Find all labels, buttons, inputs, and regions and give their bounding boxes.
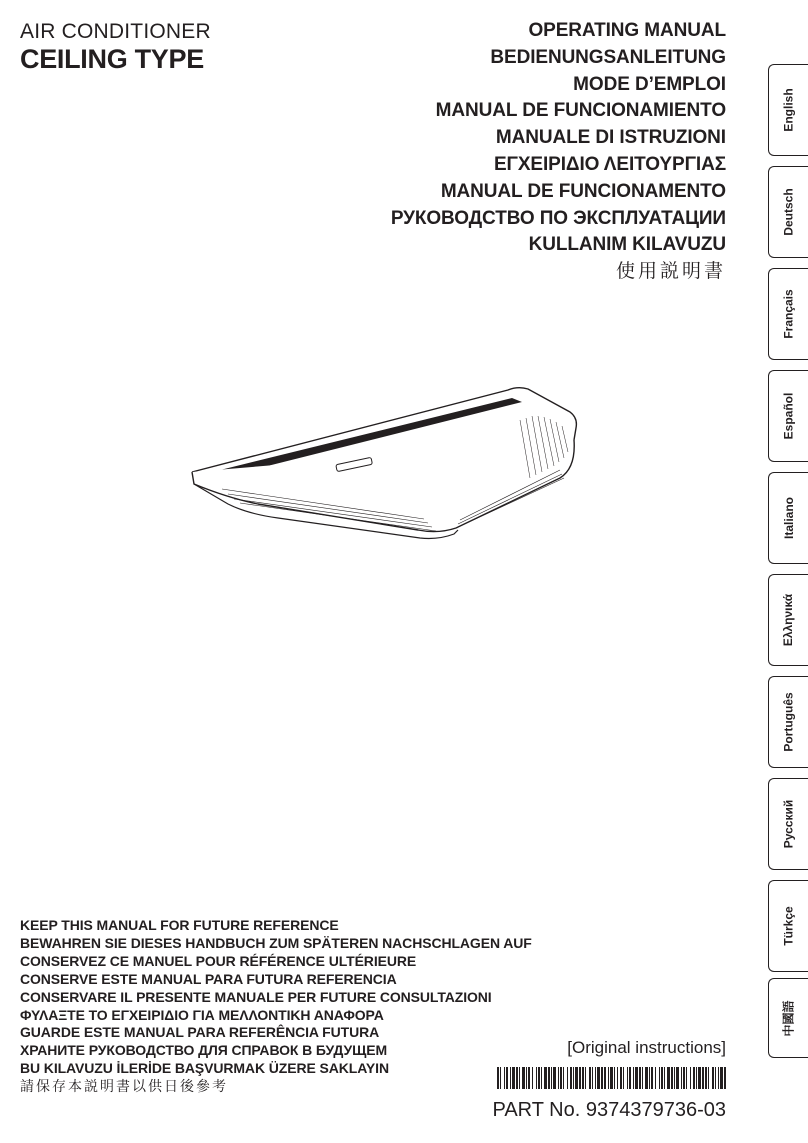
notice-english: KEEP THIS MANUAL FOR FUTURE REFERENCE: [20, 917, 339, 933]
barcode-bar: [573, 1067, 574, 1089]
barcode-bar: [604, 1067, 606, 1089]
barcode-bar: [563, 1067, 564, 1089]
manual-title-portuguese: MANUAL DE FUNCIONAMENTO: [440, 180, 726, 202]
barcode-bar: [718, 1067, 719, 1089]
barcode-bar: [715, 1067, 716, 1089]
barcode-bar: [532, 1067, 533, 1089]
barcode-bar: [683, 1067, 685, 1089]
barcode-bar: [589, 1067, 591, 1089]
barcode-bar: [649, 1067, 650, 1089]
barcode-bar: [627, 1067, 628, 1089]
barcode-bar: [579, 1067, 581, 1089]
barcode-bar: [629, 1067, 631, 1089]
barcode-bar: [690, 1067, 691, 1089]
barcode-bar: [595, 1067, 596, 1089]
barcode-bar: [558, 1067, 559, 1089]
barcode-bar: [504, 1067, 505, 1089]
language-tab-english[interactable]: English: [768, 64, 808, 156]
barcode-bar: [645, 1067, 648, 1089]
barcode-bar: [696, 1067, 697, 1089]
barcode-bar: [597, 1067, 600, 1089]
barcode-bar: [620, 1067, 622, 1089]
barcode-bar: [567, 1067, 568, 1089]
ceiling-air-conditioner-illustration: [188, 380, 580, 540]
manual-title-list: [391, 18, 726, 286]
notice-portuguese: GUARDE ESTE MANUAL PARA REFERÊNCIA FUTURA: [20, 1024, 380, 1041]
barcode-bar: [639, 1067, 641, 1089]
barcode-bar: [500, 1067, 501, 1089]
language-tab-italian[interactable]: Italiano: [768, 472, 808, 564]
barcode-bar: [497, 1067, 499, 1089]
barcode-bar: [610, 1067, 613, 1089]
barcode-bar: [698, 1067, 701, 1089]
barcode-bar: [708, 1067, 709, 1089]
barcode-bar: [686, 1067, 687, 1089]
language-tab-french[interactable]: Français: [768, 268, 808, 360]
manual-title-spanish: MANUAL DE FUNCIONAMIENTO: [435, 100, 726, 122]
barcode-bar: [724, 1067, 726, 1089]
barcode-bar: [592, 1067, 593, 1089]
barcode-bar: [674, 1067, 675, 1089]
notice-german: BEWAHREN SIE DIESES HANDBUCH ZUM SPÄTEREN NACHSCHLAGEN AUF: [20, 934, 532, 951]
barcode-bar: [519, 1067, 520, 1089]
barcode-bar: [541, 1067, 542, 1089]
language-tab-chinese[interactable]: 中國語: [768, 978, 808, 1058]
barcode-bar: [671, 1067, 673, 1089]
barcode-bar: [506, 1067, 508, 1089]
barcode-bar: [667, 1067, 670, 1089]
notice-spanish: CONSERVE ESTE MANUAL PARA FUTURA REFERENCIA: [20, 970, 397, 987]
barcode-bar: [642, 1067, 643, 1089]
notice-chinese: 請保存本説明書以供日後參考: [20, 1078, 228, 1095]
barcode-bar: [544, 1067, 547, 1089]
barcode-bar: [693, 1067, 695, 1089]
barcode-bar: [575, 1067, 578, 1089]
notice-italian: CONSERVARE IL PRESENTE MANUALE PER FUTURE CONSULTAZIONI: [20, 988, 492, 1005]
language-tab-russian[interactable]: Русский: [768, 778, 808, 870]
barcode-bar: [522, 1067, 525, 1089]
barcode-bar: [614, 1067, 615, 1089]
keep-manual-notices: [20, 917, 532, 1096]
barcode-bar: [510, 1067, 511, 1089]
barcode-bar: [720, 1067, 723, 1089]
barcode-bar: [664, 1067, 665, 1089]
language-tab-turkish[interactable]: Türkçe: [768, 880, 808, 972]
barcode-bar: [560, 1067, 562, 1089]
barcode-bar: [553, 1067, 556, 1089]
part-number: PART No. 9374379736-03: [492, 1099, 726, 1121]
barcode-bar: [608, 1067, 609, 1089]
barcode-bar: [635, 1067, 638, 1089]
language-tab-greek[interactable]: Ελληνικά: [768, 574, 808, 666]
barcode-bar: [702, 1067, 704, 1089]
barcode-bar: [676, 1067, 679, 1089]
language-tabs: [766, 0, 808, 1143]
barcode-bar: [601, 1067, 603, 1089]
barcode-bar: [633, 1067, 634, 1089]
language-tab-german[interactable]: Deutsch: [768, 166, 808, 258]
barcode: [497, 1067, 727, 1089]
barcode-bar: [528, 1067, 530, 1089]
barcode-bar: [516, 1067, 518, 1089]
product-type: AIR CONDITIONER: [20, 20, 211, 43]
barcode-bar: [712, 1067, 714, 1089]
notice-russian: ХРАНИТЕ РУКОВОДСТВО ДЛЯ СПРАВОК В БУДУЩЕМ: [20, 1042, 388, 1059]
manual-title-greek: ΕΓΧΕΙΡΙΔΙΟ ΛΕΙΤΟΥΡΓΙΑΣ: [493, 153, 726, 175]
barcode-bar: [655, 1067, 656, 1089]
barcode-bar: [570, 1067, 572, 1089]
barcode-bar: [526, 1067, 527, 1089]
manual-title-german: BEDIENUNGSANLEITUNG: [490, 46, 726, 68]
notice-french: CONSERVEZ CE MANUEL POUR RÉFÉRENCE ULTÉRIEURE: [20, 952, 417, 969]
notice-greek: ΦΥΛΑΞΤΕ ΤΟ ΕΓΧΕΙΡΙΔΙΟ ΓΙΑ ΜΕΛΛΟΝΤΙΚΗ ΑΝΑΦΟΡΑ: [20, 1006, 384, 1023]
manual-title-russian: РУКОВОДСТВО ПО ЭКСПЛУАТАЦИИ: [390, 207, 726, 229]
original-instructions-label: [Original instructions]: [567, 1038, 726, 1057]
barcode-bar: [617, 1067, 618, 1089]
barcode-bar: [651, 1067, 653, 1089]
barcode-bar: [659, 1067, 660, 1089]
barcode-bar: [585, 1067, 586, 1089]
product-name: CEILING TYPE: [20, 44, 204, 74]
barcode-bar: [582, 1067, 584, 1089]
barcode-bar: [512, 1067, 515, 1089]
language-tab-spanish[interactable]: Español: [768, 370, 808, 462]
language-tab-portuguese[interactable]: Português: [768, 676, 808, 768]
manual-title-italian: MANUALE DI ISTRUZIONI: [495, 127, 726, 149]
barcode-bar: [623, 1067, 624, 1089]
manual-title-english: OPERATING MANUAL: [528, 20, 726, 41]
barcode-bar: [705, 1067, 707, 1089]
manual-title-chinese: 使用説明書: [615, 261, 726, 283]
barcode-bar: [551, 1067, 552, 1089]
manual-title-turkish: KULLANIM KILAVUZU: [528, 234, 726, 256]
barcode-bar: [548, 1067, 550, 1089]
barcode-bar: [661, 1067, 663, 1089]
manual-title-french: MODE D’EMPLOI: [573, 73, 726, 95]
barcode-bar: [681, 1067, 682, 1089]
barcode-bar: [536, 1067, 537, 1089]
barcode-bar: [538, 1067, 540, 1089]
notice-turkish: BU KILAVUZU İLERİDE BAŞVURMAK ÜZERE SAKLAYIN: [20, 1060, 389, 1077]
